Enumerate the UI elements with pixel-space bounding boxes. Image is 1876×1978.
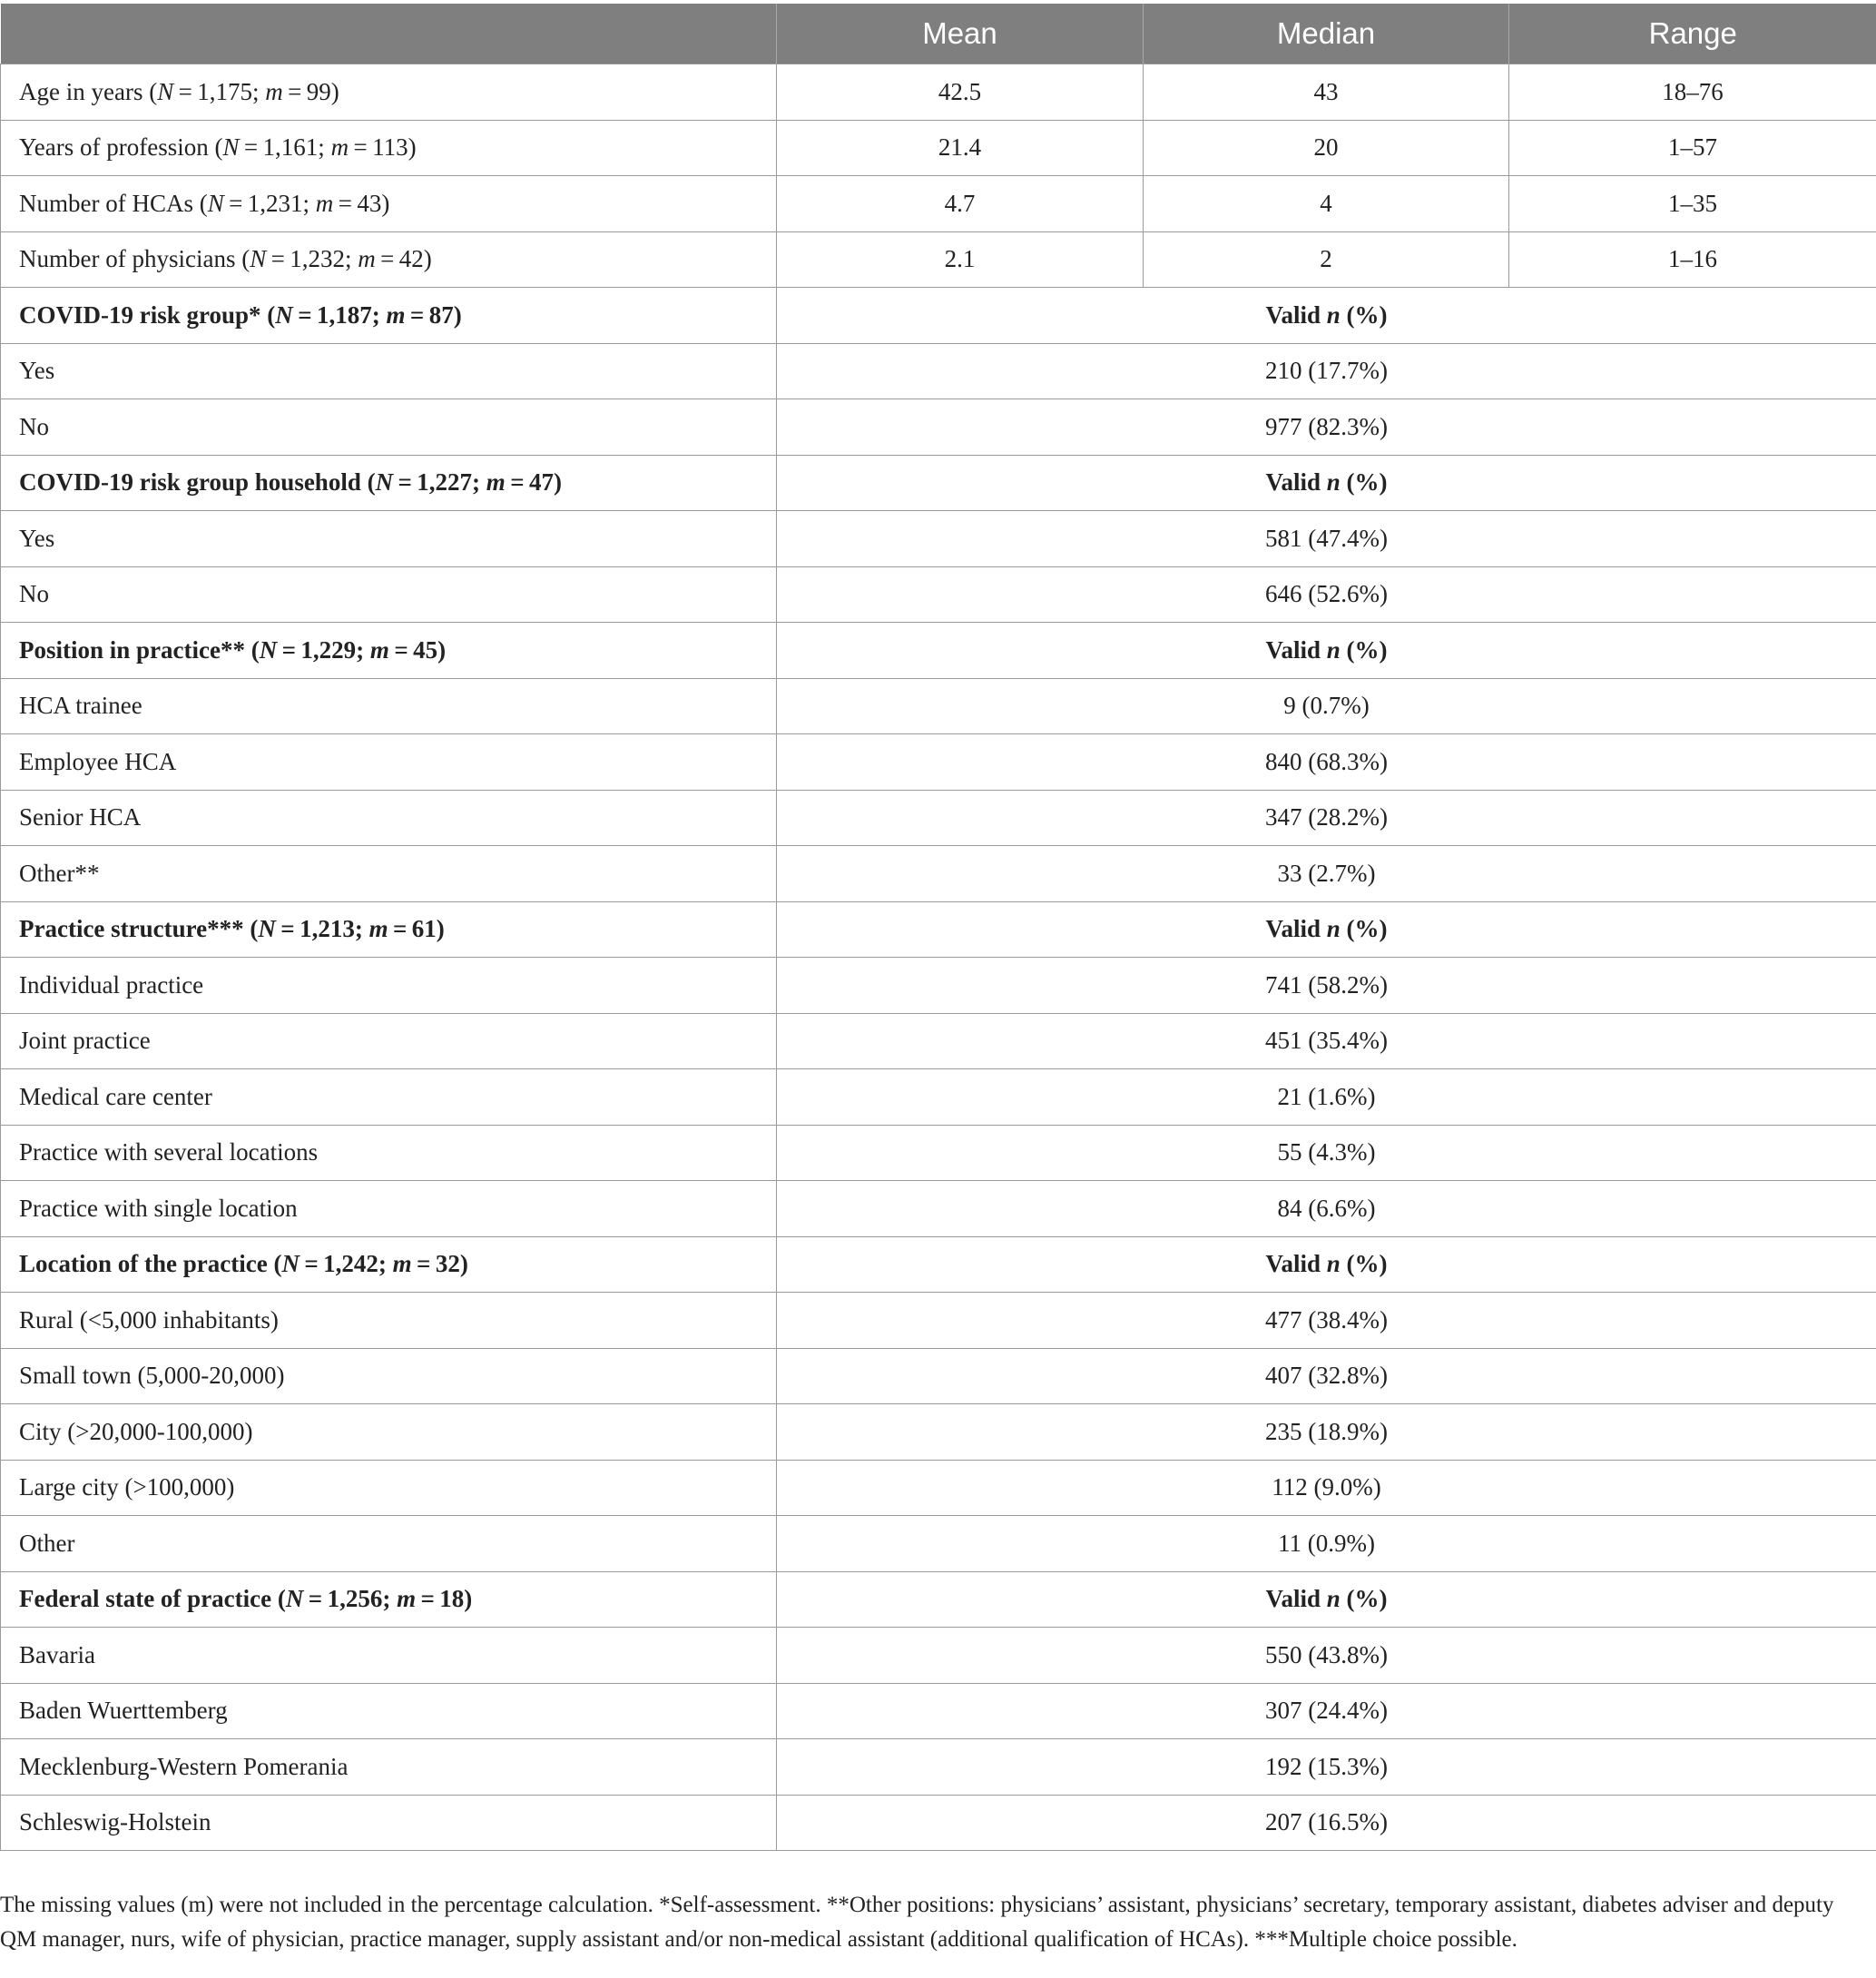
row-label-cell — [1, 120, 777, 176]
table-row — [1, 1795, 1876, 1851]
section-stats: (N = 1,227; m = 47) — [367, 468, 562, 497]
table-row — [1, 1739, 1876, 1796]
row-value: 347 (28.2%) — [777, 790, 1876, 846]
cell-range: 1–35 — [1509, 176, 1876, 232]
cell-median: 4 — [1144, 176, 1509, 232]
valid-n-text: Valid n (%) — [1265, 1250, 1388, 1278]
valid-n-label — [777, 1571, 1876, 1628]
row-label-cell — [1, 176, 777, 232]
row-label: Employee HCA — [1, 734, 777, 791]
row-label: Yes — [1, 343, 777, 399]
section-stats: (N = 1,242; m = 32) — [273, 1250, 468, 1278]
table-row — [1, 1181, 1876, 1237]
row-label: Practice with single location — [1, 1181, 777, 1237]
header-cell-label — [1, 4, 777, 64]
row-label: Number of HCAs — [19, 189, 193, 217]
row-label: Baden Wuerttemberg — [1, 1683, 777, 1739]
row-value: 21 (1.6%) — [777, 1069, 1876, 1126]
row-value: 977 (82.3%) — [777, 399, 1876, 456]
row-label-cell — [1, 231, 777, 288]
valid-n-text: Valid n (%) — [1265, 300, 1388, 329]
table-row — [1, 176, 1876, 232]
row-label: Small town (5,000-20,000) — [1, 1348, 777, 1404]
row-value: 840 (68.3%) — [777, 734, 1876, 791]
table-row — [1, 231, 1876, 288]
valid-n-label — [777, 455, 1876, 511]
row-value: 550 (43.8%) — [777, 1628, 1876, 1684]
row-label: No — [1, 399, 777, 456]
valid-n-text: Valid n (%) — [1265, 915, 1388, 943]
row-label: Rural (<5,000 inhabitants) — [1, 1293, 777, 1349]
table-row — [1, 1683, 1876, 1739]
section-title: Position in practice** — [19, 635, 245, 664]
cell-median: 2 — [1144, 231, 1509, 288]
cell-range: 18–76 — [1509, 64, 1876, 121]
row-label: Senior HCA — [1, 790, 777, 846]
section-title-cell — [1, 455, 777, 511]
row-value: 581 (47.4%) — [777, 511, 1876, 567]
row-stats: (N = 1,161; m = 113) — [214, 133, 417, 162]
table-row — [1, 1013, 1876, 1069]
section-header-row — [1, 1571, 1876, 1628]
table-row — [1, 1125, 1876, 1181]
row-label: Mecklenburg-Western Pomerania — [1, 1739, 777, 1796]
cell-median: 20 — [1144, 120, 1509, 176]
section-title: Federal state of practice — [19, 1585, 272, 1613]
row-value: 407 (32.8%) — [777, 1348, 1876, 1404]
row-value: 192 (15.3%) — [777, 1739, 1876, 1796]
table-footnote: The missing values (m) were not included in the percentage calculation. *Self-assessment. **Other positions: physicians’ assistant, physicians’ secretary, temporary assistant, diabetes adviser and deputy QM manager, nurs, wife of physician, practice manager, supply assistant and/or non-medical assistant (additional qualification of HCAs). ***Multiple choice possible. — [0, 1893, 1834, 1952]
row-value: 646 (52.6%) — [777, 566, 1876, 623]
table-row — [1, 958, 1876, 1014]
row-value: 477 (38.4%) — [777, 1293, 1876, 1349]
row-value: 210 (17.7%) — [777, 343, 1876, 399]
section-title: COVID-19 risk group* — [19, 300, 261, 329]
cell-range: 1–57 — [1509, 120, 1876, 176]
row-label: Medical care center — [1, 1069, 777, 1126]
table-row — [1, 1293, 1876, 1349]
table-row — [1, 399, 1876, 456]
valid-n-text: Valid n (%) — [1265, 468, 1388, 497]
cell-median: 43 — [1144, 64, 1509, 121]
table-row — [1, 1348, 1876, 1404]
row-label: Joint practice — [1, 1013, 777, 1069]
row-value: 9 (0.7%) — [777, 678, 1876, 734]
valid-n-label — [777, 901, 1876, 958]
cell-mean: 4.7 — [777, 176, 1144, 232]
row-label-cell — [1, 64, 777, 121]
table-row — [1, 846, 1876, 902]
table-row — [1, 511, 1876, 567]
section-title-cell — [1, 623, 777, 679]
row-value: 307 (24.4%) — [777, 1683, 1876, 1739]
row-value: 112 (9.0%) — [777, 1460, 1876, 1516]
row-label: Schleswig-Holstein — [1, 1795, 777, 1851]
table-row — [1, 343, 1876, 399]
row-value: 33 (2.7%) — [777, 846, 1876, 902]
header-cell-mean: Mean — [777, 4, 1144, 64]
row-label: Large city (>100,000) — [1, 1460, 777, 1516]
header-row — [1, 4, 1876, 64]
table-row — [1, 734, 1876, 791]
row-stats: (N = 1,231; m = 43) — [199, 189, 390, 217]
table-row — [1, 1404, 1876, 1461]
row-label: HCA trainee — [1, 678, 777, 734]
table-row — [1, 1516, 1876, 1572]
cell-mean: 42.5 — [777, 64, 1144, 121]
section-stats: (N = 1,256; m = 18) — [277, 1585, 473, 1613]
row-label: Other — [1, 1516, 777, 1572]
section-header-row — [1, 455, 1876, 511]
table-row — [1, 1460, 1876, 1516]
header-cell-range: Range — [1509, 4, 1876, 64]
row-label: Age in years — [19, 77, 143, 105]
row-label: Yes — [1, 511, 777, 567]
table-container — [0, 4, 1876, 1851]
valid-n-label — [777, 1236, 1876, 1293]
row-label: Other** — [1, 846, 777, 902]
table-row — [1, 566, 1876, 623]
section-title-cell — [1, 1571, 777, 1628]
valid-n-label — [777, 623, 1876, 679]
row-stats: (N = 1,232; m = 42) — [241, 245, 432, 273]
section-title: COVID-19 risk group household — [19, 468, 361, 497]
row-label: Individual practice — [1, 958, 777, 1014]
table-row — [1, 790, 1876, 846]
table-row — [1, 678, 1876, 734]
table-row — [1, 1628, 1876, 1684]
row-value: 207 (16.5%) — [777, 1795, 1876, 1851]
section-title: Practice structure*** — [19, 915, 244, 943]
table-body — [1, 64, 1876, 1851]
row-label: Practice with several locations — [1, 1125, 777, 1181]
row-value: 741 (58.2%) — [777, 958, 1876, 1014]
row-value: 11 (0.9%) — [777, 1516, 1876, 1572]
demographics-table — [0, 4, 1876, 1851]
valid-n-label — [777, 288, 1876, 344]
row-value: 55 (4.3%) — [777, 1125, 1876, 1181]
row-value: 84 (6.6%) — [777, 1181, 1876, 1237]
row-value: 235 (18.9%) — [777, 1404, 1876, 1461]
section-title: Location of the practice — [19, 1250, 268, 1278]
row-label: No — [1, 566, 777, 623]
section-stats: (N = 1,213; m = 61) — [250, 915, 445, 943]
valid-n-text: Valid n (%) — [1265, 635, 1388, 664]
table-row — [1, 1069, 1876, 1126]
row-label: Years of profession — [19, 133, 209, 162]
section-title-cell — [1, 1236, 777, 1293]
header-cell-median: Median — [1144, 4, 1509, 64]
section-stats: (N = 1,229; m = 45) — [250, 635, 447, 664]
row-stats: (N = 1,175; m = 99) — [149, 77, 339, 105]
section-header-row — [1, 901, 1876, 958]
table-row — [1, 64, 1876, 121]
cell-range: 1–16 — [1509, 231, 1876, 288]
section-title-cell — [1, 288, 777, 344]
cell-mean: 2.1 — [777, 231, 1144, 288]
section-header-row — [1, 288, 1876, 344]
section-header-row — [1, 623, 1876, 679]
section-stats: (N = 1,187; m = 87) — [267, 300, 462, 329]
row-value: 451 (35.4%) — [777, 1013, 1876, 1069]
table-row — [1, 120, 1876, 176]
cell-mean: 21.4 — [777, 120, 1144, 176]
row-label: City (>20,000-100,000) — [1, 1404, 777, 1461]
row-label: Bavaria — [1, 1628, 777, 1684]
valid-n-text: Valid n (%) — [1265, 1585, 1388, 1613]
section-title-cell — [1, 901, 777, 958]
row-label: Number of physicians — [19, 245, 236, 273]
section-header-row — [1, 1236, 1876, 1293]
